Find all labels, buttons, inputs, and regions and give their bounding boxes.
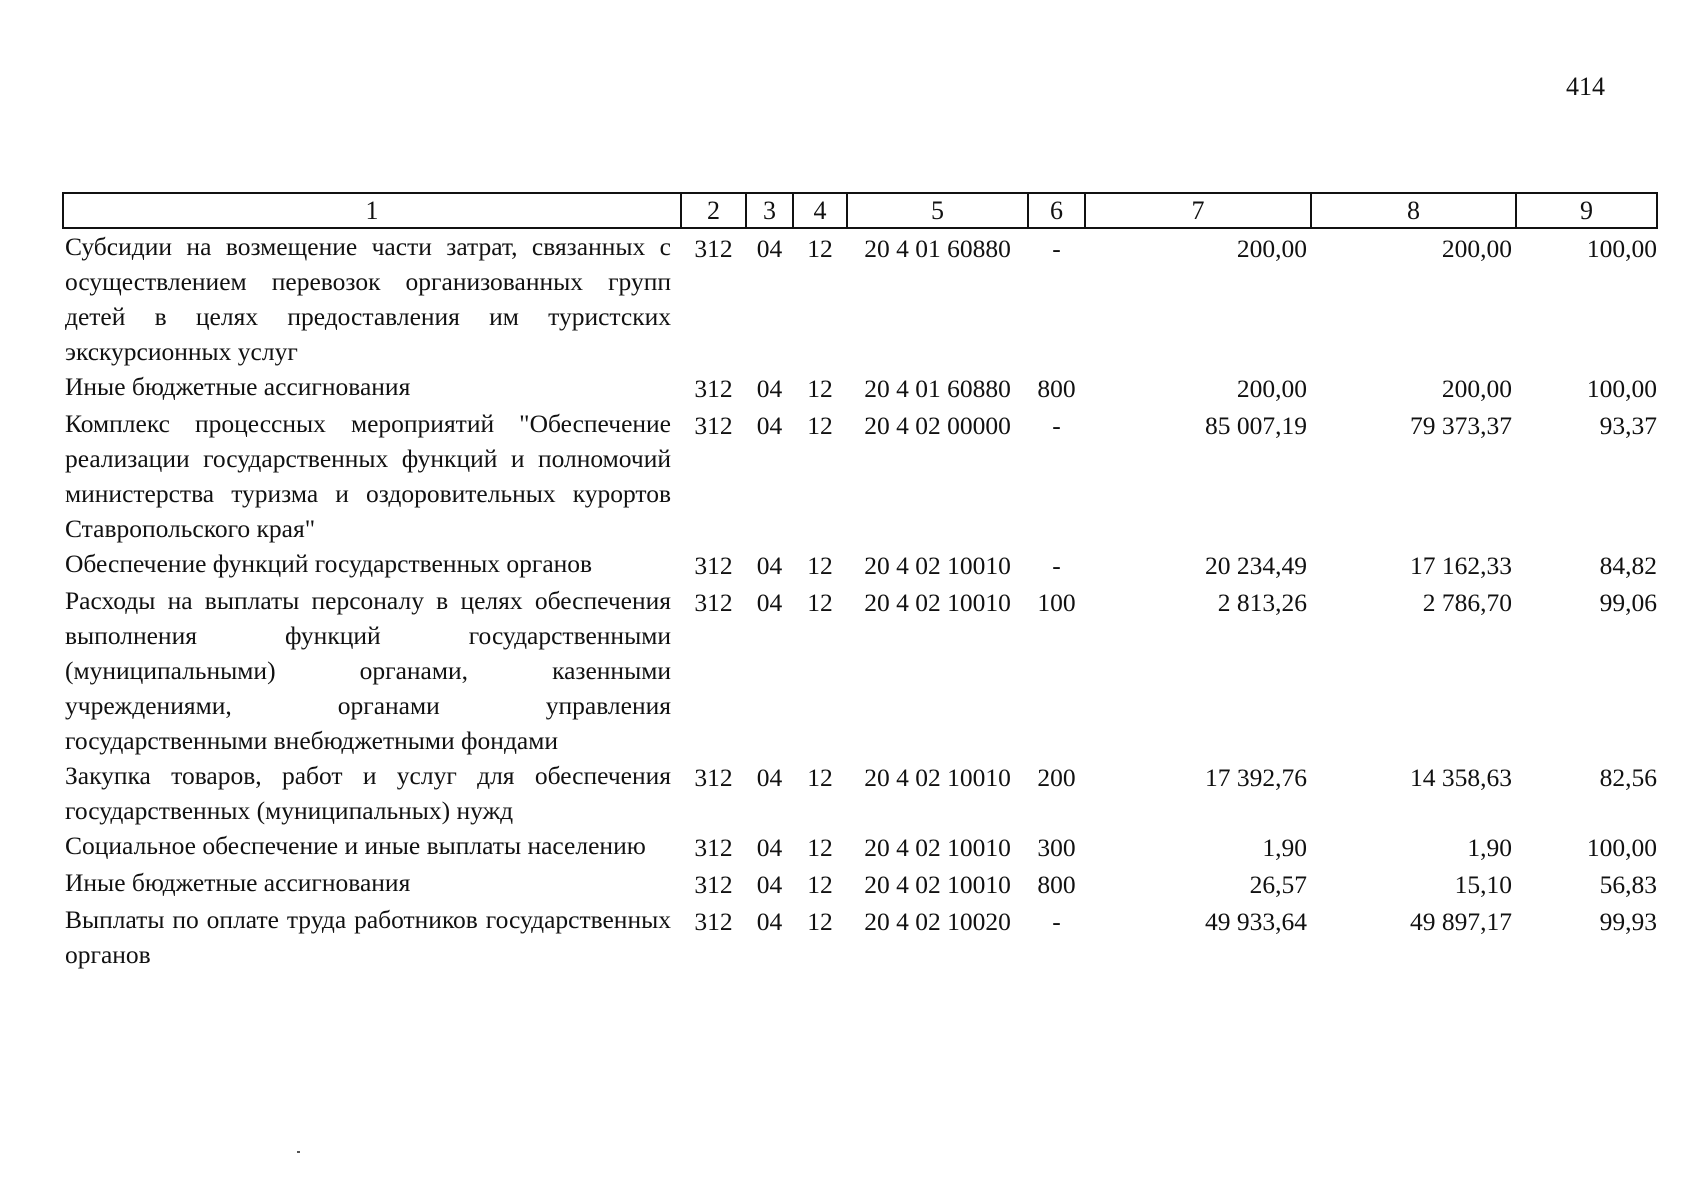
- row-rz: 04: [756, 763, 783, 792]
- column-header-4: 4: [793, 193, 847, 228]
- row-vr: 200: [1037, 763, 1076, 792]
- table-row: [63, 902, 1657, 972]
- row-percent: 100,00: [1586, 374, 1657, 403]
- row-rz: 04: [756, 374, 783, 403]
- row-csr: 20 4 02 10010: [864, 763, 1011, 792]
- row-plan: 1,90: [1262, 833, 1307, 862]
- row-gr: 312: [694, 551, 733, 580]
- row-vr: 800: [1037, 870, 1076, 899]
- row-pr: 12: [807, 870, 833, 899]
- column-header-3: 3: [746, 193, 793, 228]
- page-number: 414: [1566, 72, 1605, 101]
- row-name: Социальное обеспечение и иные выплаты населению: [65, 831, 646, 860]
- row-csr: 20 4 02 10010: [864, 833, 1011, 862]
- row-pr: 12: [807, 907, 833, 936]
- table-row: [63, 583, 1657, 758]
- table-row: [63, 546, 1657, 583]
- column-header-1: 1: [63, 193, 681, 228]
- row-pr: 12: [807, 551, 833, 580]
- table-body: [63, 228, 1657, 972]
- column-header-8: 8: [1311, 193, 1516, 228]
- row-gr: 312: [694, 411, 733, 440]
- row-plan: 200,00: [1236, 234, 1307, 263]
- row-name: Комплекс процессных мероприятий "Обеспечение реализации государственных функций и полномочий министерства туризма и оздоровительных курортов Ставропольского края": [65, 409, 671, 543]
- row-percent: 100,00: [1586, 234, 1657, 263]
- row-vr: -: [1052, 907, 1061, 936]
- row-fact: 14 358,63: [1410, 763, 1512, 792]
- row-pr: 12: [807, 374, 833, 403]
- row-rz: 04: [756, 551, 783, 580]
- row-csr: 20 4 02 10010: [864, 588, 1011, 617]
- row-percent: 56,83: [1599, 870, 1657, 899]
- row-rz: 04: [756, 907, 783, 936]
- table-row: [63, 865, 1657, 902]
- row-vr: -: [1052, 551, 1061, 580]
- row-name: Обеспечение функций государственных органов: [65, 549, 593, 578]
- row-fact: 49 897,17: [1410, 907, 1512, 936]
- row-gr: 312: [694, 234, 733, 263]
- row-pr: 12: [807, 234, 833, 263]
- table-header: [63, 193, 1657, 228]
- row-fact: 17 162,33: [1410, 551, 1512, 580]
- row-percent: 99,93: [1599, 907, 1657, 936]
- row-gr: 312: [694, 907, 733, 936]
- row-fact: 200,00: [1441, 374, 1512, 403]
- table-row: [63, 228, 1657, 369]
- column-header-7: 7: [1085, 193, 1311, 228]
- scan-speck: [297, 1151, 300, 1153]
- row-rz: 04: [756, 588, 783, 617]
- row-fact: 15,10: [1454, 870, 1512, 899]
- row-vr: -: [1052, 234, 1061, 263]
- column-header-5: 5: [847, 193, 1028, 228]
- row-gr: 312: [694, 763, 733, 792]
- table-row: [63, 828, 1657, 865]
- row-name: Расходы на выплаты персоналу в целях обеспечения выполнения функций государственными (муниципальными) органами, казенными учреждениями, органами управления государственными внебюджетными фондами: [65, 586, 671, 755]
- header-row: [63, 193, 1657, 228]
- row-plan: 49 933,64: [1205, 907, 1307, 936]
- row-csr: 20 4 01 60880: [864, 234, 1011, 263]
- table-row: [63, 758, 1657, 828]
- row-gr: 312: [694, 870, 733, 899]
- column-header-2: 2: [681, 193, 746, 228]
- row-gr: 312: [694, 833, 733, 862]
- row-percent: 99,06: [1599, 588, 1657, 617]
- row-percent: 100,00: [1586, 833, 1657, 862]
- row-fact: 79 373,37: [1410, 411, 1512, 440]
- column-header-9: 9: [1516, 193, 1657, 228]
- row-pr: 12: [807, 763, 833, 792]
- row-name: Закупка товаров, работ и услуг для обеспечения государственных (муниципальных) нужд: [65, 761, 671, 825]
- row-vr: 300: [1037, 833, 1076, 862]
- row-csr: 20 4 02 10020: [864, 907, 1011, 936]
- row-rz: 04: [756, 234, 783, 263]
- row-rz: 04: [756, 411, 783, 440]
- row-percent: 84,82: [1599, 551, 1657, 580]
- column-header-6: 6: [1028, 193, 1085, 228]
- row-rz: 04: [756, 870, 783, 899]
- row-vr: -: [1052, 411, 1061, 440]
- row-fact: 1,90: [1467, 833, 1512, 862]
- row-percent: 93,37: [1599, 411, 1657, 440]
- row-pr: 12: [807, 588, 833, 617]
- row-name: Иные бюджетные ассигнования: [65, 868, 411, 897]
- row-plan: 200,00: [1236, 374, 1307, 403]
- row-csr: 20 4 02 10010: [864, 870, 1011, 899]
- row-gr: 312: [694, 588, 733, 617]
- row-vr: 100: [1037, 588, 1076, 617]
- budget-table: [62, 192, 1658, 972]
- row-pr: 12: [807, 833, 833, 862]
- row-percent: 82,56: [1599, 763, 1657, 792]
- row-vr: 800: [1037, 374, 1076, 403]
- row-fact: 2 786,70: [1422, 588, 1512, 617]
- table-row: [63, 406, 1657, 546]
- row-plan: 26,57: [1249, 870, 1307, 899]
- row-csr: 20 4 02 00000: [864, 411, 1011, 440]
- row-name: Иные бюджетные ассигнования: [65, 372, 411, 401]
- row-plan: 20 234,49: [1205, 551, 1307, 580]
- row-rz: 04: [756, 833, 783, 862]
- row-plan: 2 813,26: [1217, 588, 1307, 617]
- row-pr: 12: [807, 411, 833, 440]
- row-name: Выплаты по оплате труда работников государственных органов: [65, 905, 671, 969]
- row-gr: 312: [694, 374, 733, 403]
- row-csr: 20 4 01 60880: [864, 374, 1011, 403]
- row-plan: 17 392,76: [1205, 763, 1307, 792]
- row-plan: 85 007,19: [1205, 411, 1307, 440]
- row-csr: 20 4 02 10010: [864, 551, 1011, 580]
- row-name: Субсидии на возмещение части затрат, связанных с осуществлением перевозок организованных групп детей в целях предоставления им туристских экскурсионных услуг: [65, 232, 671, 366]
- row-fact: 200,00: [1441, 234, 1512, 263]
- table-row: [63, 369, 1657, 406]
